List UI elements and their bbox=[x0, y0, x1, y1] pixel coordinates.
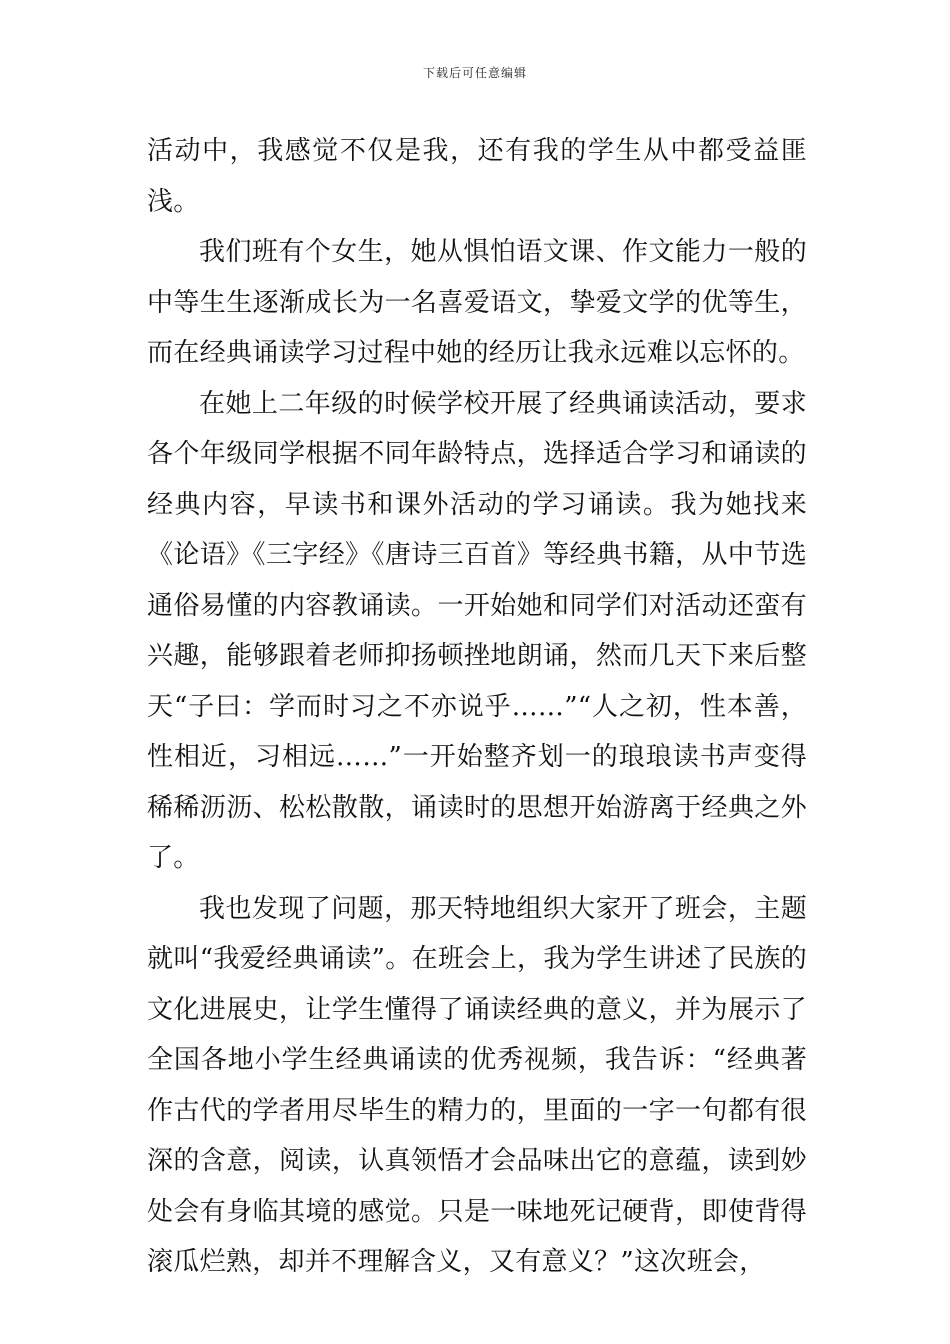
paragraph: 在她上二年级的时候学校开展了经典诵读活动，要求各个年级同学根据不同年龄特点，选择适合学习和诵读的经典内容，早读书和课外活动的学习诵读。我为她找来《论语》《三字经》《唐诗三百首》等经典书籍，从中节选通俗易懂的内容教诵读。一开始她和同学们对活动还蛮有兴趣，能够跟着老师抑扬顿挫地朗诵，然而几天下来后整天“子曰：学而时习之不亦说乎……”“人之初，性本善，性相近，习相远……”一开始整齐划一的琅琅读书声变得稀稀沥沥、松松散散，诵读时的思想开始游离于经典之外了。 bbox=[147, 388, 807, 873]
paragraph: 我们班有个女生，她从惧怕语文课、作文能力一般的中等生生逐渐成长为一名喜爱语文，挚爱文学的优等生，而在经典诵读学习过程中她的经历让我永远难以忘怀的。 bbox=[147, 237, 807, 368]
document-body bbox=[147, 126, 807, 1288]
paragraph: 我也发现了问题，那天特地组织大家开了班会，主题就叫“我爱经典诵读”。在班会上，我为学生讲述了民族的文化进展史，让学生懂得了诵读经典的意义，并为展示了全国各地小学生经典诵读的优秀视频，我告诉：“经典著作古代的学者用尽毕生的精力的，里面的一字一句都有很深的含意，阅读，认真领悟才会品味出它的意蕴，读到妙处会有身临其境的感觉。只是一味地死记硬背，即使背得滚瓜烂熟，却并不理解含义，又有意义？”这次班会， bbox=[147, 893, 807, 1277]
page-header: 下载后可任意编辑 bbox=[422, 66, 527, 80]
paragraph-continuation: 活动中，我感觉不仅是我，还有我的学生从中都受益匪浅。 bbox=[147, 136, 807, 217]
